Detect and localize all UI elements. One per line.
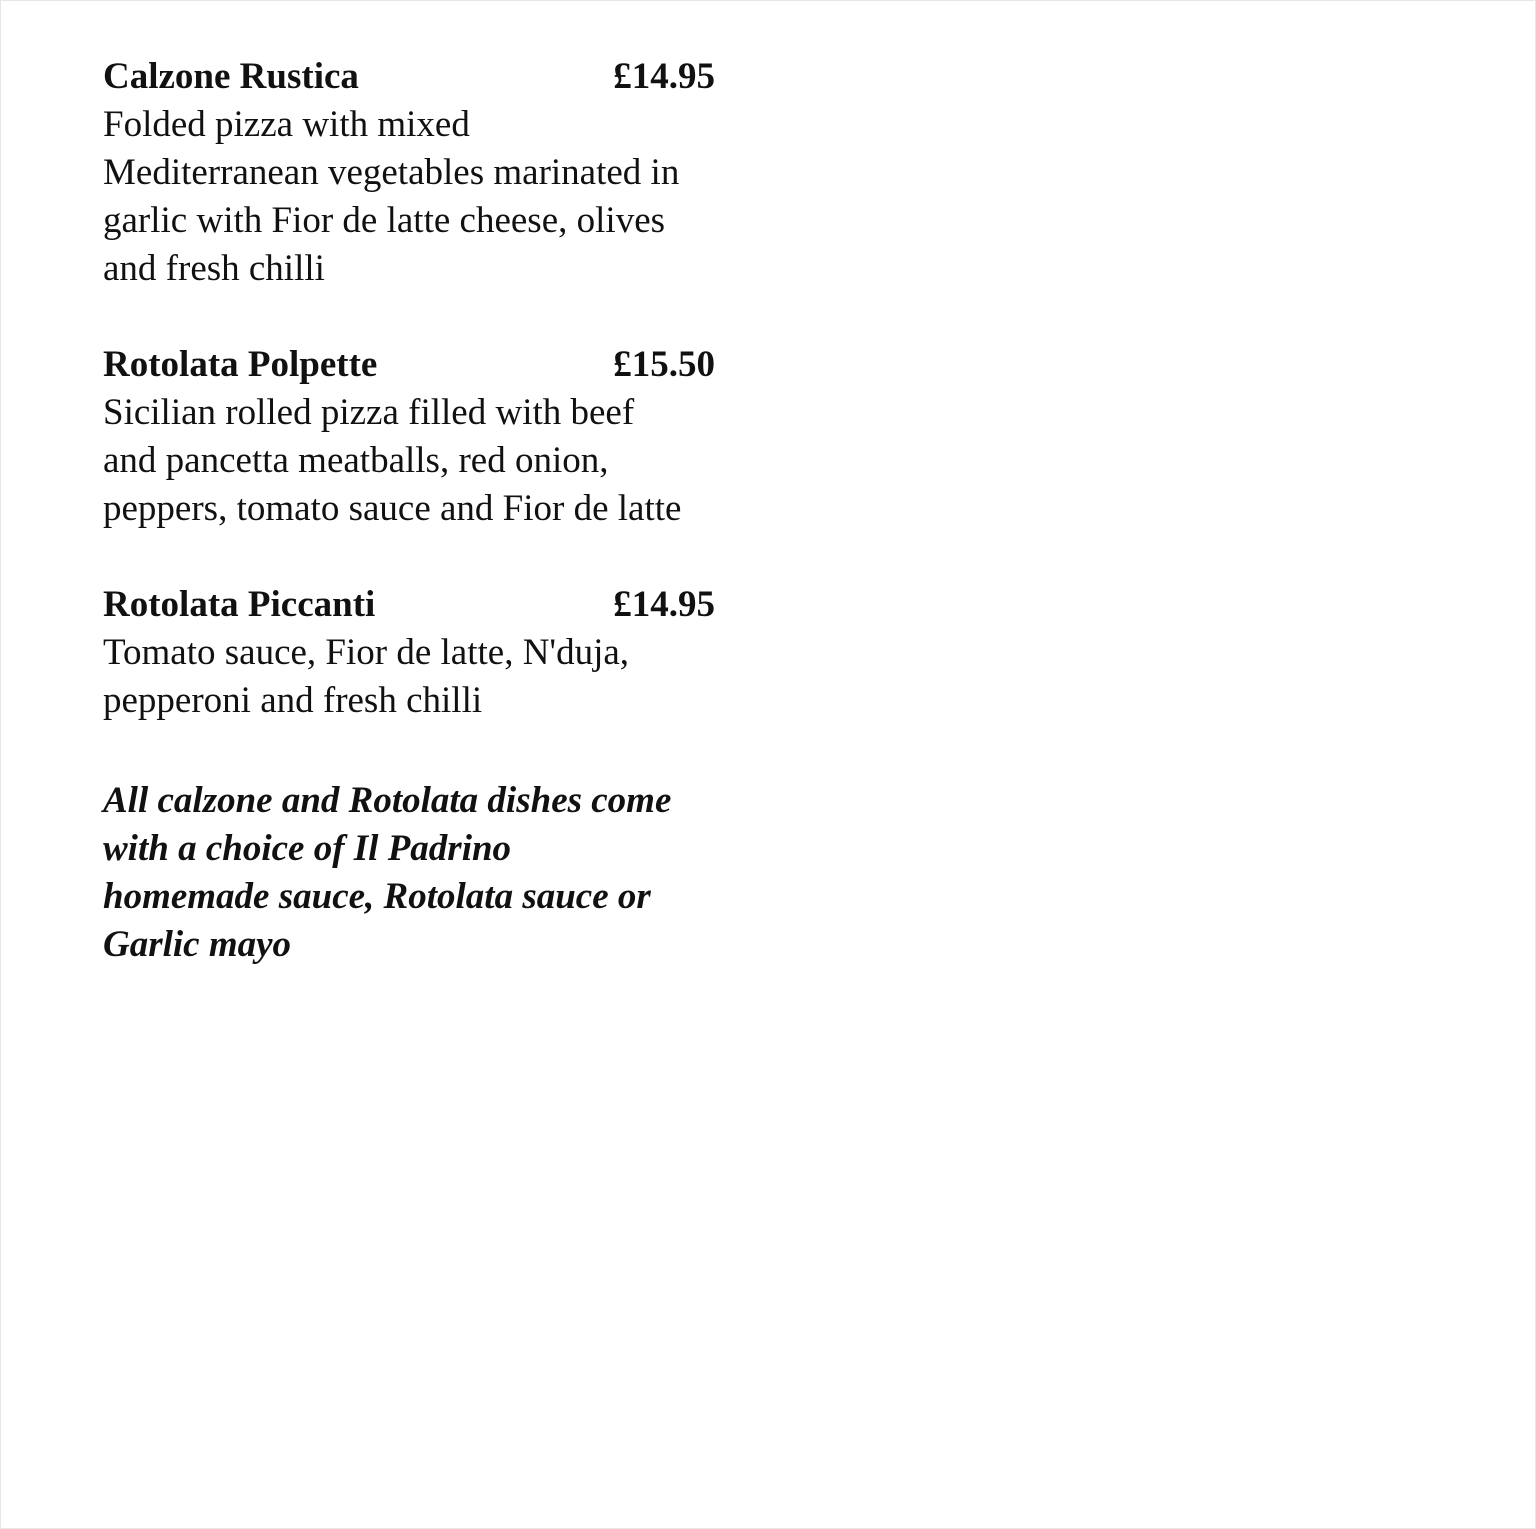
note-line: with a choice of Il Padrino [103,828,512,869]
menu-item-calzone-rustica [103,53,763,293]
menu-item-description [103,389,743,533]
description-line: and pancetta meatballs, red onion, [103,440,609,481]
menu-item-header [103,53,715,101]
description-line: Tomato sauce, Fior de latte, N'duja, [103,632,630,673]
description-line: and fresh chilli [103,248,325,289]
menu-section [103,53,763,969]
note-line: Garlic mayo [103,924,292,965]
note-line: homemade sauce, Rotolata sauce or [103,876,651,917]
menu-item-description [103,629,743,725]
menu-item-price: £14.95 [613,56,715,97]
description-line: garlic with Fior de latte cheese, olives [103,200,666,241]
menu-item-price: £15.50 [613,344,715,385]
menu-item-name: Rotolata Polpette [103,344,378,385]
menu-item-price: £14.95 [613,584,715,625]
menu-item-header [103,341,715,389]
description-line: Sicilian rolled pizza filled with beef [103,392,635,433]
description-line: peppers, tomato sauce and Fior de latte [103,488,682,529]
description-line: pepperoni and fresh chilli [103,680,483,721]
menu-item-header [103,581,715,629]
menu-item-description [103,101,743,293]
menu-item-rotolata-polpette [103,341,763,533]
sauce-note [103,777,763,969]
note-line: All calzone and Rotolata dishes come [103,780,672,821]
menu-item-rotolata-piccanti [103,581,763,725]
menu-item-name: Rotolata Piccanti [103,584,376,625]
description-line: Folded pizza with mixed [103,104,470,145]
description-line: Mediterranean vegetables marinated in [103,152,680,193]
menu-item-name: Calzone Rustica [103,56,359,97]
